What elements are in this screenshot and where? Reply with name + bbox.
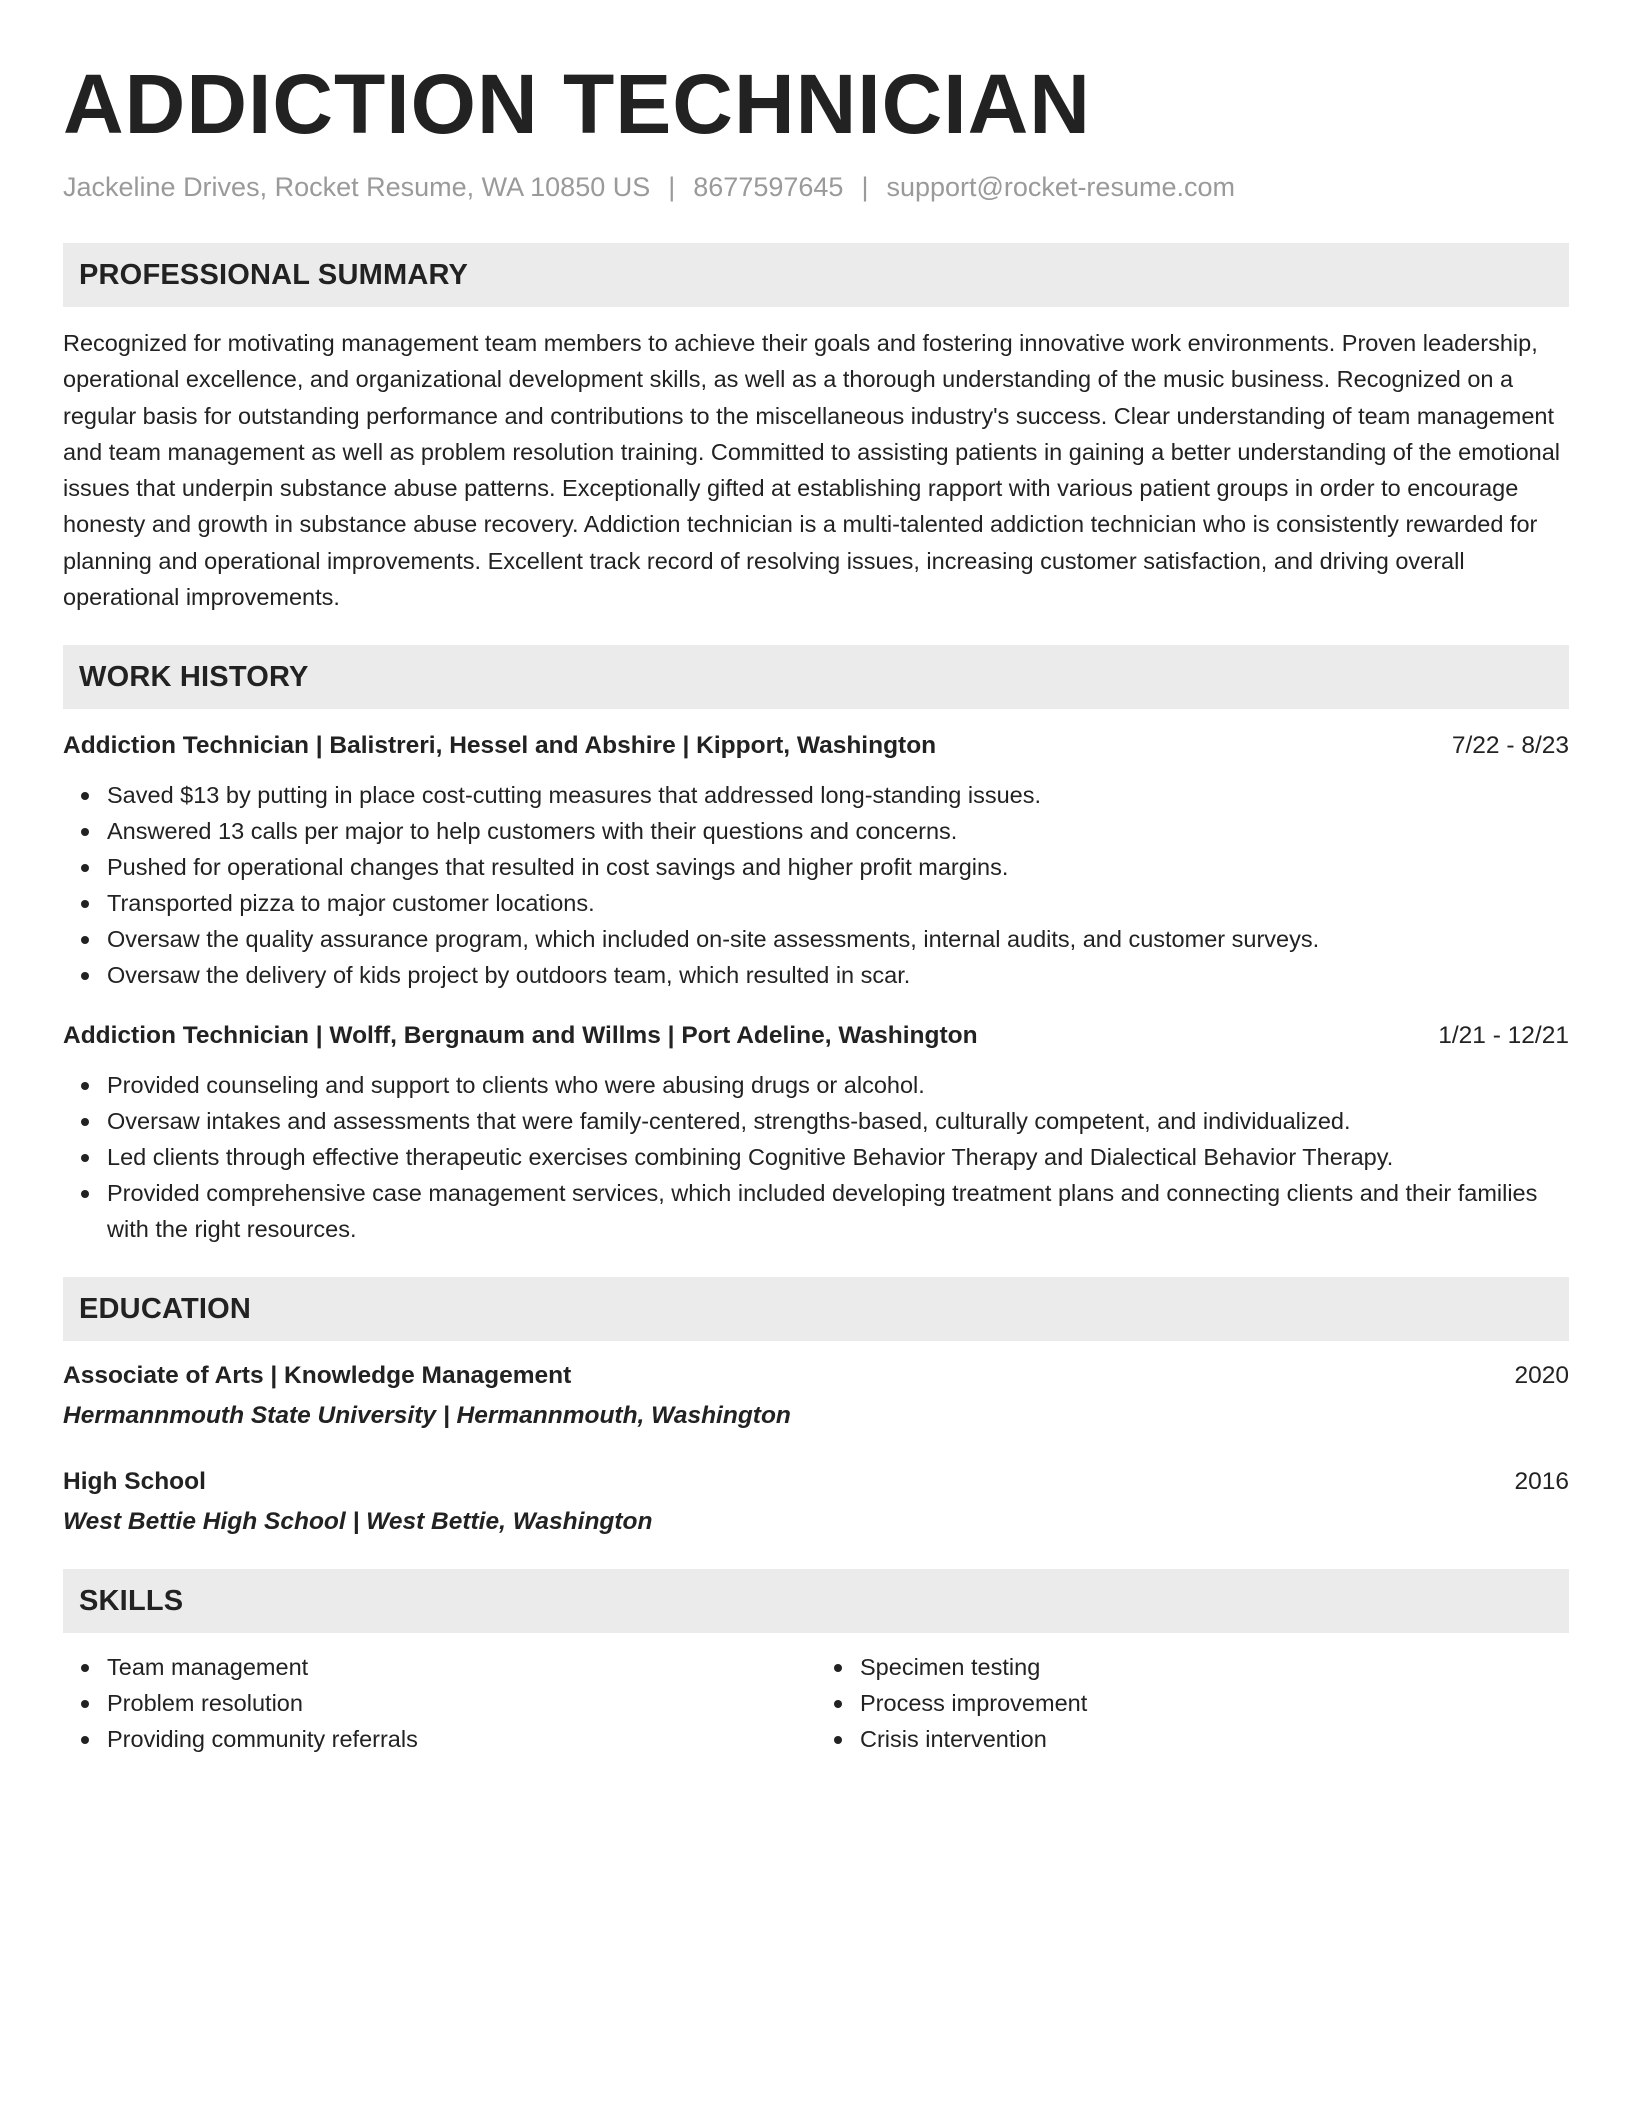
section-header-work-history: WORK HISTORY <box>63 645 1569 709</box>
skill-item: Specimen testing <box>860 1649 1569 1685</box>
job-bullets <box>63 1067 1569 1247</box>
job-bullet: Pushed for operational changes that resulted in cost savings and higher profit margins. <box>107 849 1569 885</box>
education-school: Hermannmouth State University | Hermannmouth, Washington <box>63 1402 791 1430</box>
job-entry <box>63 1019 1569 1247</box>
job-title: Addiction Technician | Wolff, Bergnaum and Willms | Port Adeline, Washington <box>63 1022 978 1050</box>
contact-line <box>63 172 1569 203</box>
job-bullet: Led clients through effective therapeutic exercises combining Cognitive Behavior Therapy and Dialectical Behavior Therapy. <box>107 1139 1569 1175</box>
job-dates: 1/21 - 12/21 <box>1438 1022 1569 1050</box>
education-header <box>63 1359 1569 1393</box>
education-year: 2016 <box>1514 1468 1569 1496</box>
job-bullet: Answered 13 calls per major to help customers with their questions and concerns. <box>107 813 1569 849</box>
section-header-skills: SKILLS <box>63 1569 1569 1633</box>
education-school: West Bettie High School | West Bettie, Washington <box>63 1508 653 1536</box>
skill-item: Team management <box>107 1649 816 1685</box>
skill-item: Providing community referrals <box>107 1721 816 1757</box>
job-bullet: Saved $13 by putting in place cost-cutting measures that addressed long-standing issues. <box>107 777 1569 813</box>
education-degree: Associate of Arts | Knowledge Management <box>63 1362 572 1390</box>
job-title: Addiction Technician | Balistreri, Hessel and Abshire | Kipport, Washington <box>63 732 937 760</box>
skills-column-right <box>816 1649 1569 1757</box>
contact-phone: 8677597645 <box>693 172 844 202</box>
contact-separator: | <box>861 172 869 202</box>
job-bullet: Oversaw the delivery of kids project by outdoors team, which resulted in scar. <box>107 957 1569 993</box>
job-entry <box>63 729 1569 993</box>
education-entry <box>63 1359 1569 1433</box>
job-dates: 7/22 - 8/23 <box>1451 732 1569 760</box>
skills-grid <box>63 1649 1569 1757</box>
section-header-summary: PROFESSIONAL SUMMARY <box>63 243 1569 307</box>
summary-paragraph: Recognized for motivating management team members to achieve their goals and fostering innovative work environments. Proven leadership, operational excellence, and organizational development skills, as well as a thorough understanding of the music business. Recognized on a regular basis for outstanding performance and contributions to the miscellaneous industry's success. Clear understanding of team management and team management as well as problem resolution training. Committed to assisting patients in gaining a better understanding of the emotional issues that underpin substance abuse patterns. Exceptionally gifted at establishing rapport with various patient groups in order to encourage honesty and growth in substance abuse recovery. Addiction technician is a multi-talented addiction technician who is consistently rewarded for planning and operational improvements. Excellent track record of resolving issues, increasing customer satisfaction, and driving overall operational improvements. <box>63 330 1561 611</box>
job-bullet: Oversaw intakes and assessments that were family-centered, strengths-based, culturally competent, and individualized. <box>107 1103 1569 1139</box>
education-degree: High School <box>63 1468 206 1496</box>
contact-separator: | <box>668 172 676 202</box>
job-bullet: Provided comprehensive case management services, which included developing treatment plans and connecting clients and their families with the right resources. <box>107 1175 1569 1247</box>
skill-item: Problem resolution <box>107 1685 816 1721</box>
skills-column-left <box>63 1649 816 1757</box>
contact-email: support@rocket-resume.com <box>886 172 1235 202</box>
education-entry <box>63 1465 1569 1539</box>
candidate-name: ADDICTION TECHNICIAN <box>63 57 1091 151</box>
job-bullet: Transported pizza to major customer locations. <box>107 885 1569 921</box>
skill-item: Crisis intervention <box>860 1721 1569 1757</box>
skill-item: Process improvement <box>860 1685 1569 1721</box>
job-header <box>63 1019 1569 1053</box>
job-bullet: Provided counseling and support to clients who were abusing drugs or alcohol. <box>107 1067 1569 1103</box>
contact-address: Jackeline Drives, Rocket Resume, WA 10850 US <box>63 172 651 202</box>
education-header <box>63 1465 1569 1499</box>
education-year: 2020 <box>1514 1362 1569 1390</box>
job-bullets <box>63 777 1569 993</box>
job-bullet: Oversaw the quality assurance program, which included on-site assessments, internal audits, and customer surveys. <box>107 921 1569 957</box>
section-header-education: EDUCATION <box>63 1277 1569 1341</box>
job-header <box>63 729 1569 763</box>
